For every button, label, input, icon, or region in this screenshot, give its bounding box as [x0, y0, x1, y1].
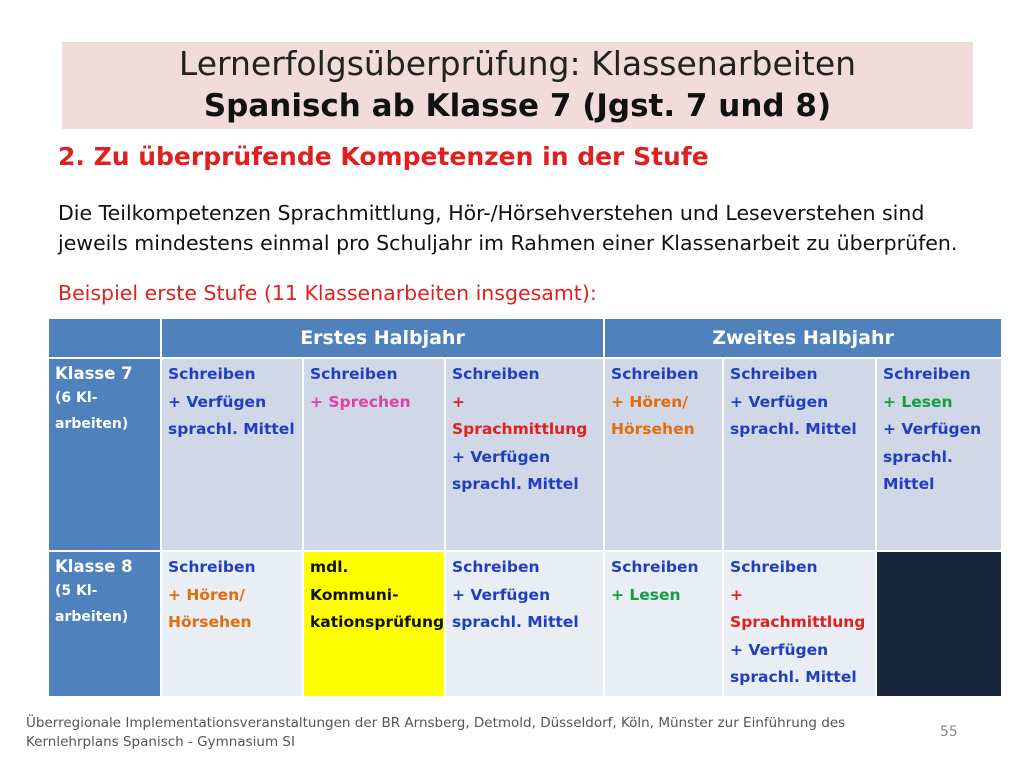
- cell-line: + Lesen: [883, 392, 953, 411]
- exam-table: [47, 317, 1003, 698]
- table-cell: [161, 358, 303, 551]
- table-cell: [604, 358, 723, 551]
- cell-line: +: [730, 585, 744, 604]
- table-cell: [445, 358, 604, 551]
- cell-line: Hörsehen: [168, 613, 252, 631]
- cell-line: sprachl. Mittel: [730, 420, 857, 438]
- header-second-half: Zweites Halbjahr: [604, 318, 1002, 358]
- cell-line: Schreiben: [452, 365, 540, 383]
- cell-line: Schreiben: [168, 558, 256, 576]
- row-sublabel: arbeiten): [55, 609, 129, 625]
- section-heading: 2. Zu überprüfende Kompetenzen in der Stufe: [58, 142, 709, 171]
- cell-line: Schreiben: [168, 365, 256, 383]
- cell-line: kationsprüfung: [310, 613, 445, 631]
- cell-line: + Sprachmittlung: [452, 392, 588, 438]
- cell-line: Sprachmittlung: [730, 613, 866, 631]
- table-cell: [723, 551, 876, 697]
- cell-line: Schreiben: [883, 365, 971, 383]
- cell-line: sprachl. Mittel: [168, 420, 295, 438]
- header-first-half: Erstes Halbjahr: [161, 318, 604, 358]
- cell-line: + Verfügen: [452, 585, 551, 604]
- cell-line: mdl. Kommuni-: [310, 558, 399, 604]
- cell-line: Schreiben: [452, 558, 540, 576]
- cell-line: sprachl. Mittel: [730, 668, 857, 686]
- cell-line: sprachl. Mittel: [452, 613, 579, 631]
- cell-line: Schreiben: [730, 558, 818, 576]
- table-cell: [303, 358, 445, 551]
- cell-line: Mittel: [883, 475, 935, 493]
- row-sublabel: (5 Kl-: [55, 583, 98, 599]
- table-cell: [876, 358, 1002, 551]
- row-sublabel: (6 Kl-: [55, 390, 98, 406]
- cell-line: Schreiben: [611, 365, 699, 383]
- cell-line: + Lesen: [611, 585, 681, 604]
- cell-line: Schreiben: [611, 558, 699, 576]
- cell-line: + Hören/: [611, 392, 688, 411]
- intro-paragraph: Die Teilkompetenzen Sprachmittlung, Hör-/Hörsehverstehen und Leseverstehen sind jeweils mindestens einmal pro Schuljahr im Rahmen einer Klassenarbeit zu überprüfen.: [58, 201, 958, 255]
- table-cell: [604, 551, 723, 697]
- header-corner: [48, 318, 161, 358]
- cell-line: sprachl.: [883, 447, 953, 466]
- cell-line: + Verfügen: [730, 392, 829, 411]
- row-header-klasse-8: [48, 551, 161, 697]
- cell-line: + Hören/: [168, 585, 245, 604]
- page-number: 55: [940, 724, 958, 740]
- table-cell: [445, 551, 604, 697]
- slide-subtitle: Spanisch ab Klasse 7 (Jgst. 7 und 8): [203, 88, 832, 124]
- row-header-klasse-7: [48, 358, 161, 551]
- table-cell: [161, 551, 303, 697]
- row-label: Klasse 8: [55, 557, 133, 576]
- cell-line: + Verfügen: [883, 420, 982, 438]
- table-cell-empty: [876, 551, 1002, 697]
- cell-line: Schreiben: [730, 365, 818, 383]
- cell-line: + Sprechen: [310, 392, 411, 411]
- row-label: Klasse 7: [55, 364, 133, 383]
- table-cell: [723, 358, 876, 551]
- row-sublabel: arbeiten): [55, 416, 129, 432]
- slide-title: Lernerfolgsüberprüfung: Klassenarbeiten: [178, 44, 857, 83]
- cell-line: sprachl. Mittel: [452, 475, 579, 493]
- cell-line: + Verfügen: [168, 392, 267, 411]
- footer-text: Überregionale Implementationsveranstaltungen der BR Arnsberg, Detmold, Düsseldorf, Köln, Münster zur Einführung des Kernlehrplans Spanisch - Gymnasium SI: [26, 715, 846, 750]
- cell-line: + Verfügen: [452, 447, 551, 466]
- cell-line: Hörsehen: [611, 420, 695, 438]
- cell-line: + Verfügen: [730, 640, 829, 659]
- cell-line: Schreiben: [310, 365, 398, 383]
- example-caption: Beispiel erste Stufe (11 Klassenarbeiten insgesamt):: [58, 281, 597, 305]
- table-cell-highlighted: [303, 551, 445, 697]
